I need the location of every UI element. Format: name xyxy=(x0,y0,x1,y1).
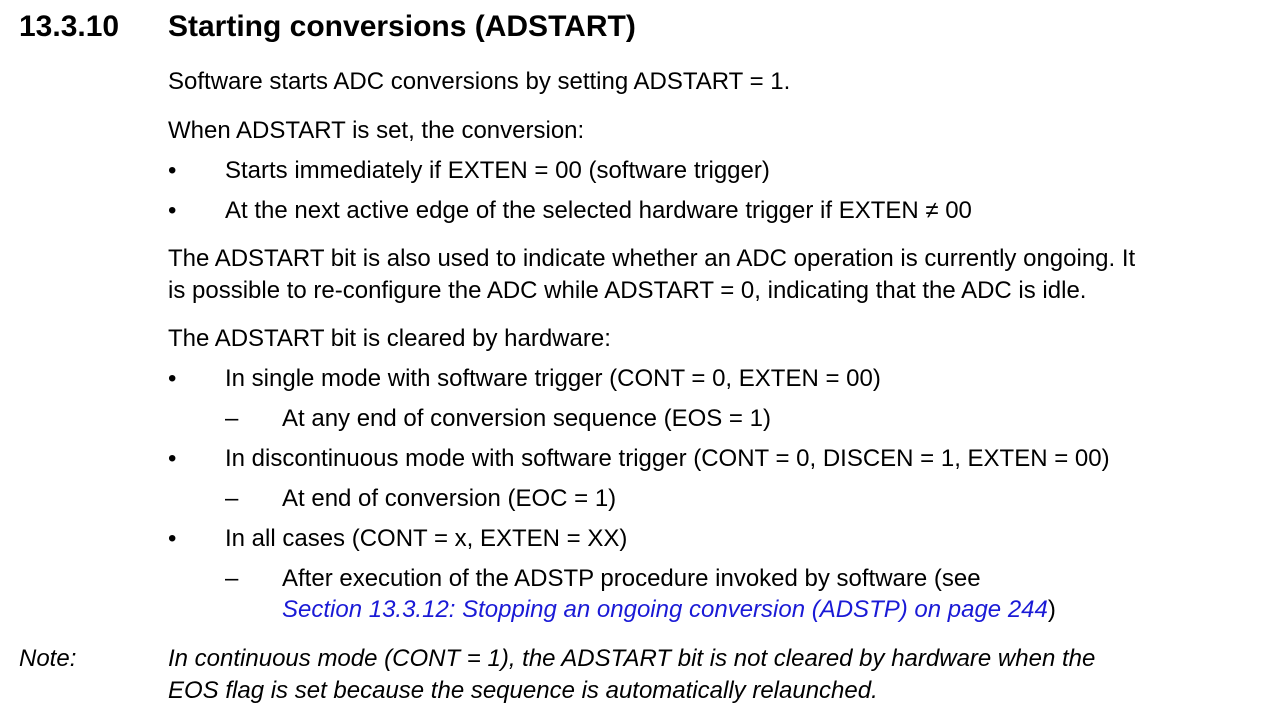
sub-list-item: After execution of the ADSTP procedure invoked by software (see xyxy=(282,565,981,592)
list-item: In single mode with software trigger (CONT = 0, EXTEN = 00) xyxy=(225,365,881,392)
section-number: 13.3.10 xyxy=(19,10,120,43)
dash-marker: – xyxy=(225,485,239,512)
note-text-line2: EOS flag is set because the sequence is automatically relaunched. xyxy=(168,677,878,704)
section-cross-reference-link[interactable]: Section 13.3.12: Stopping an ongoing conversion (ADSTP) on page 244 xyxy=(282,596,1048,623)
bullet-marker: • xyxy=(168,365,177,392)
adstart-status-paragraph-line2: is possible to re-configure the ADC while ADSTART = 0, indicating that the ADC is idle. xyxy=(168,277,1087,304)
conversion-lead-paragraph: When ADSTART is set, the conversion: xyxy=(168,117,585,144)
list-item: In discontinuous mode with software trigger (CONT = 0, DISCEN = 1, EXTEN = 00) xyxy=(225,445,1110,472)
dash-marker: – xyxy=(225,565,239,592)
bullet-marker: • xyxy=(168,525,177,552)
bullet-marker: • xyxy=(168,197,177,224)
list-item: In all cases (CONT = x, EXTEN = XX) xyxy=(225,525,628,552)
note-label: Note: xyxy=(19,645,77,672)
cleared-by-hardware-paragraph: The ADSTART bit is cleared by hardware: xyxy=(168,325,611,352)
closing-parenthesis: ) xyxy=(1047,596,1056,623)
intro-paragraph: Software starts ADC conversions by setting ADSTART = 1. xyxy=(168,68,791,95)
bullet-marker: • xyxy=(168,157,177,184)
adstart-status-paragraph-line1: The ADSTART bit is also used to indicate whether an ADC operation is currently ongoing. It xyxy=(168,245,1136,272)
list-item: Starts immediately if EXTEN = 00 (software trigger) xyxy=(225,157,770,184)
bullet-marker: • xyxy=(168,445,177,472)
section-title: Starting conversions (ADSTART) xyxy=(168,10,636,43)
sub-list-item: At end of conversion (EOC = 1) xyxy=(282,485,617,512)
sub-list-item-continuation xyxy=(282,594,1056,626)
note-text-line1: In continuous mode (CONT = 1), the ADSTART bit is not cleared by hardware when the xyxy=(168,645,1096,672)
list-item: At the next active edge of the selected hardware trigger if EXTEN ≠ 00 xyxy=(225,197,972,224)
dash-marker: – xyxy=(225,405,239,432)
sub-list-item: At any end of conversion sequence (EOS = 1) xyxy=(282,405,771,432)
